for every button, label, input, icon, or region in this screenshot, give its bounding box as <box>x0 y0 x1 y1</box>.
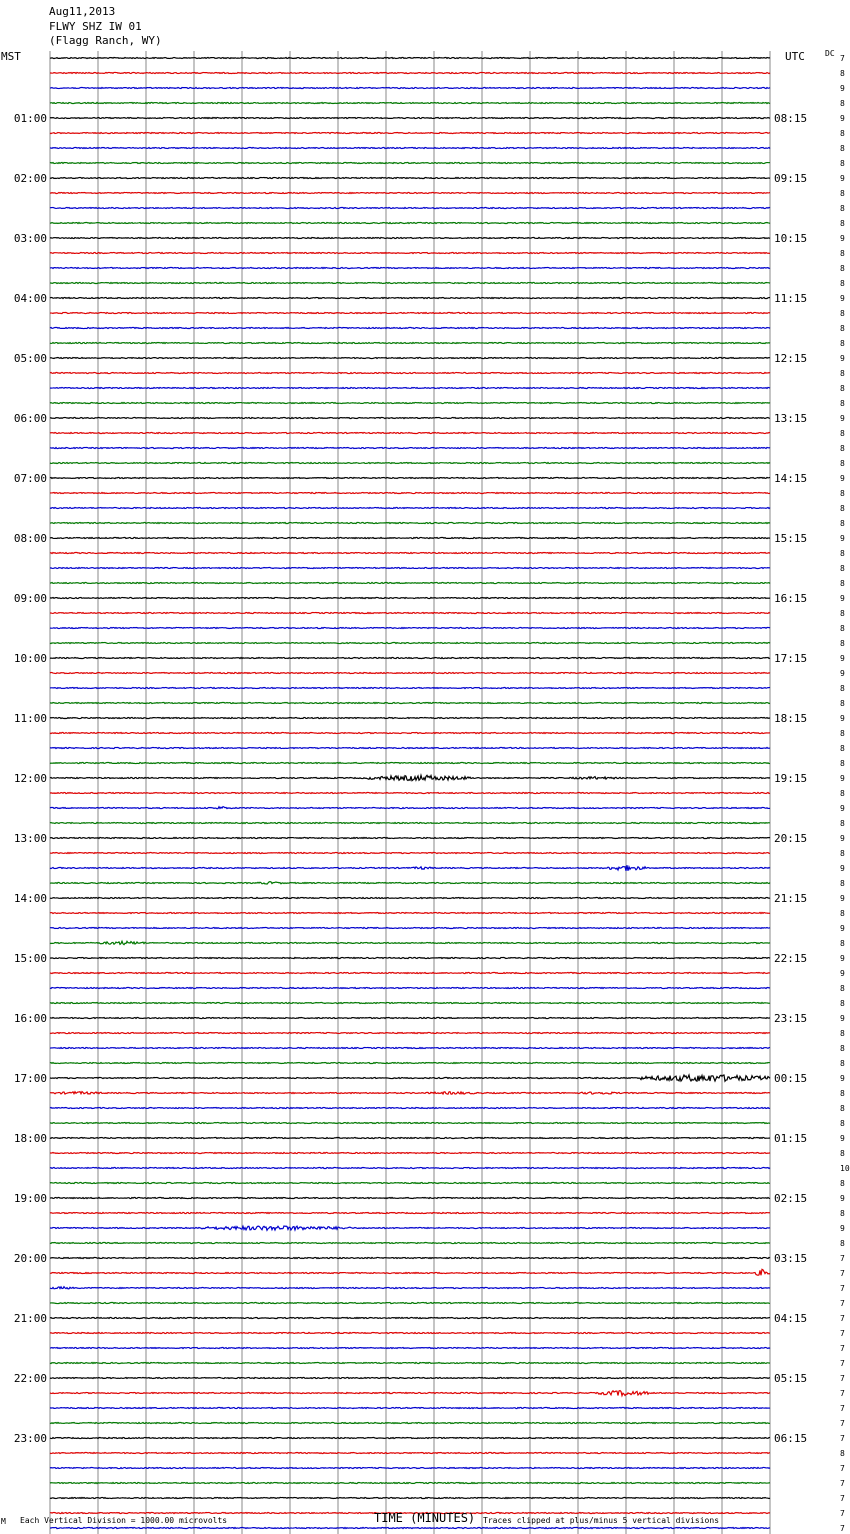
dc-offset-label: 9 <box>840 174 845 183</box>
dc-offset-label: 7 <box>840 1389 845 1398</box>
time-labels <box>14 54 850 1534</box>
left-hour-label: 18:00 <box>13 1132 47 1145</box>
trace-line <box>50 1482 770 1483</box>
dc-offset-label: 8 <box>840 1059 845 1068</box>
trace-line <box>50 1122 770 1123</box>
dc-offset-label: 9 <box>840 864 845 873</box>
left-hour-label: 23:00 <box>13 1432 47 1445</box>
trace-line <box>50 627 770 628</box>
trace-line <box>50 462 770 463</box>
dc-offset-label: 8 <box>840 519 845 528</box>
trace-line <box>50 567 770 568</box>
dc-offset-label: 9 <box>840 474 845 483</box>
dc-offset-label: 8 <box>840 1119 845 1128</box>
trace-line <box>50 957 770 958</box>
trace-line <box>50 1092 770 1095</box>
dc-offset-label: 8 <box>840 1239 845 1248</box>
trace-line <box>50 1242 770 1243</box>
dc-offset-label: 8 <box>840 789 845 798</box>
trace-line <box>50 132 770 133</box>
dc-offset-label: 7 <box>840 1419 845 1428</box>
trace-line <box>50 672 770 673</box>
left-hour-label: 04:00 <box>13 292 47 305</box>
right-hour-label: 17:15 <box>774 652 808 665</box>
right-hour-label: 16:15 <box>774 592 808 605</box>
trace-line <box>50 372 770 373</box>
dc-offset-label: 8 <box>840 1209 845 1218</box>
dc-offset-label: 8 <box>840 624 845 633</box>
trace-line <box>50 702 770 703</box>
trace-line <box>50 102 770 103</box>
trace-line <box>50 912 770 913</box>
dc-offset-label: 9 <box>840 114 845 123</box>
trace-line <box>50 1152 770 1153</box>
trace-line <box>50 1527 770 1528</box>
dc-offset-label: 9 <box>840 969 845 978</box>
trace-line <box>50 537 770 538</box>
trace-line <box>50 57 770 58</box>
trace-line <box>50 1497 770 1498</box>
right-hour-label: 23:15 <box>774 1012 808 1025</box>
trace-line <box>50 1182 770 1183</box>
trace-line <box>50 312 770 313</box>
trace-line <box>50 492 770 493</box>
trace-line <box>50 1226 770 1230</box>
right-hour-label: 18:15 <box>774 712 808 725</box>
trace-line <box>50 477 770 478</box>
dc-offset-label: 8 <box>840 1179 845 1188</box>
trace-line <box>50 775 770 780</box>
dc-offset-label: 9 <box>840 84 845 93</box>
right-hour-label: 02:15 <box>774 1192 808 1205</box>
dc-label: DC <box>825 49 835 58</box>
left-hour-label: 08:00 <box>13 532 47 545</box>
dc-offset-label: 9 <box>840 414 845 423</box>
left-axis-label: MST <box>1 50 21 63</box>
trace-line <box>50 1002 770 1003</box>
dc-offset-label: 8 <box>840 369 845 378</box>
left-hour-label: 06:00 <box>13 412 47 425</box>
trace-line <box>50 1212 770 1213</box>
dc-offset-label: 7 <box>840 1329 845 1338</box>
dc-offset-label: 9 <box>840 654 845 663</box>
dc-offset-label: 8 <box>840 189 845 198</box>
dc-offset-label: 9 <box>840 1134 845 1143</box>
dc-offset-label: 8 <box>840 99 845 108</box>
dc-offset-label: 9 <box>840 669 845 678</box>
left-hour-label: 21:00 <box>13 1312 47 1325</box>
trace-line <box>50 87 770 88</box>
trace-line <box>50 252 770 253</box>
trace-line <box>50 342 770 343</box>
trace-line <box>50 1391 770 1396</box>
trace-line <box>50 927 770 928</box>
left-hour-label: 15:00 <box>13 952 47 965</box>
dc-offset-label: 8 <box>840 729 845 738</box>
dc-offset-label: 8 <box>840 984 845 993</box>
trace-line <box>50 1332 770 1333</box>
trace-line <box>50 417 770 418</box>
left-hour-label: 17:00 <box>13 1072 47 1085</box>
dc-offset-label: 9 <box>840 354 845 363</box>
dc-offset-label: 9 <box>840 774 845 783</box>
trace-line <box>50 1257 770 1258</box>
dc-offset-label: 9 <box>840 894 845 903</box>
trace-line <box>50 387 770 388</box>
left-hour-label: 19:00 <box>13 1192 47 1205</box>
dc-offset-label: 8 <box>840 279 845 288</box>
trace-line <box>50 177 770 178</box>
left-hour-label: 12:00 <box>13 772 47 785</box>
clip-note: Traces clipped at plus/minus 5 vertical divisions <box>483 1516 720 1525</box>
trace-line <box>50 1377 770 1378</box>
left-hour-label: 02:00 <box>13 172 47 185</box>
dc-offset-label: 7 <box>840 1404 845 1413</box>
dc-offset-label: 8 <box>840 1104 845 1113</box>
trace-line <box>50 987 770 988</box>
dc-offset-label: 8 <box>840 264 845 273</box>
dc-offset-label: 7 <box>840 1479 845 1488</box>
dc-offset-label: 8 <box>840 1449 845 1458</box>
dc-offset-label: 8 <box>840 249 845 258</box>
right-hour-label: 09:15 <box>774 172 808 185</box>
trace-line <box>50 1302 770 1303</box>
trace-line <box>50 865 770 871</box>
dc-offset-label: 7 <box>840 1269 845 1278</box>
dc-offset-label: 8 <box>840 684 845 693</box>
dc-offset-label: 8 <box>840 459 845 468</box>
trace-line <box>50 147 770 148</box>
right-hour-label: 11:15 <box>774 292 808 305</box>
left-hour-label: 22:00 <box>13 1372 47 1385</box>
trace-line <box>50 432 770 433</box>
dc-offset-label: 7 <box>840 1314 845 1323</box>
dc-offset-label: 7 <box>840 1374 845 1383</box>
left-hour-label: 14:00 <box>13 892 47 905</box>
trace-line <box>50 1047 770 1048</box>
left-hour-label: 20:00 <box>13 1252 47 1265</box>
trace-line <box>50 792 770 793</box>
dc-offset-label: 7 <box>840 1299 845 1308</box>
right-hour-label: 13:15 <box>774 412 808 425</box>
dc-offset-label: 8 <box>840 909 845 918</box>
trace-line <box>50 1437 770 1438</box>
dc-offset-label: 8 <box>840 879 845 888</box>
trace-line <box>50 1467 770 1468</box>
trace-line <box>50 207 770 208</box>
left-hour-label: 13:00 <box>13 832 47 845</box>
dc-offset-label: 7 <box>840 1464 845 1473</box>
station-location: (Flagg Ranch, WY) <box>49 34 162 47</box>
trace-line <box>50 522 770 523</box>
right-hour-label: 10:15 <box>774 232 808 245</box>
left-hour-label: 01:00 <box>13 112 47 125</box>
dc-offset-label: 9 <box>840 1014 845 1023</box>
right-hour-label: 14:15 <box>774 472 808 485</box>
right-hour-label: 08:15 <box>774 112 808 125</box>
trace-line <box>50 1269 770 1275</box>
trace-line <box>50 612 770 613</box>
dc-offset-label: 8 <box>840 309 845 318</box>
dc-offset-label: 8 <box>840 609 845 618</box>
trace-line <box>50 582 770 583</box>
dc-offset-label: 8 <box>840 159 845 168</box>
dc-offset-label: 8 <box>840 939 845 948</box>
trace-line <box>50 1317 770 1318</box>
dc-offset-label: 7 <box>840 1524 845 1533</box>
dc-offset-label: 8 <box>840 219 845 228</box>
left-hour-label: 09:00 <box>13 592 47 605</box>
trace-line <box>50 72 770 73</box>
right-hour-label: 20:15 <box>774 832 808 845</box>
dc-offset-label: 8 <box>840 1044 845 1053</box>
dc-offset-label: 9 <box>840 834 845 843</box>
dc-offset-label: 8 <box>840 489 845 498</box>
trace-line <box>50 717 770 718</box>
trace-line <box>50 897 770 898</box>
trace-line <box>50 732 770 733</box>
trace-line <box>50 687 770 688</box>
dc-offset-label: 8 <box>840 549 845 558</box>
dc-offset-label: 9 <box>840 1194 845 1203</box>
dc-offset-label: 8 <box>840 144 845 153</box>
right-hour-label: 01:15 <box>774 1132 808 1145</box>
trace-line <box>50 1107 770 1108</box>
right-hour-label: 15:15 <box>774 532 808 545</box>
dc-offset-label: 9 <box>840 534 845 543</box>
dc-offset-label: 9 <box>840 1074 845 1083</box>
dc-offset-label: 9 <box>840 804 845 813</box>
right-hour-label: 03:15 <box>774 1252 808 1265</box>
dc-offset-label: 8 <box>840 744 845 753</box>
left-hour-label: 10:00 <box>13 652 47 665</box>
trace-line <box>50 192 770 193</box>
trace-line <box>50 837 770 838</box>
corner-mark: M <box>1 1517 6 1526</box>
trace-line <box>50 1197 770 1198</box>
dc-offset-label: 8 <box>840 1029 845 1038</box>
dc-offset-label: 8 <box>840 504 845 513</box>
right-hour-label: 04:15 <box>774 1312 808 1325</box>
dc-offset-label: 7 <box>840 1434 845 1443</box>
dc-offset-label: 8 <box>840 1089 845 1098</box>
dc-offset-label: 7 <box>840 1254 845 1263</box>
trace-line <box>50 597 770 598</box>
dc-offset-label: 8 <box>840 204 845 213</box>
trace-line <box>50 1062 770 1063</box>
trace-line <box>50 822 770 823</box>
dc-offset-label: 9 <box>840 954 845 963</box>
trace-line <box>50 117 770 118</box>
dc-offset-label: 8 <box>840 999 845 1008</box>
dc-offset-label: 7 <box>840 1359 845 1368</box>
seismic-traces <box>50 57 770 1534</box>
trace-line <box>50 222 770 223</box>
x-axis-title: TIME (MINUTES) <box>374 1511 476 1525</box>
trace-line <box>50 642 770 643</box>
right-hour-label: 12:15 <box>774 352 808 365</box>
trace-line <box>50 1167 770 1168</box>
dc-offset-label: 8 <box>840 444 845 453</box>
trace-line <box>50 1017 770 1018</box>
trace-line <box>50 237 770 238</box>
scale-note: Each Vertical Division = 1000.00 microvolts <box>20 1516 228 1525</box>
dc-offset-label: 7 <box>840 1344 845 1353</box>
trace-line <box>50 1452 770 1453</box>
trace-line <box>50 1032 770 1033</box>
right-hour-label: 22:15 <box>774 952 808 965</box>
station-code: FLWY SHZ IW 01 <box>49 20 142 33</box>
dc-offset-label: 7 <box>840 1284 845 1293</box>
dc-offset-label: 8 <box>840 564 845 573</box>
trace-line <box>50 972 770 973</box>
dc-offset-label: 8 <box>840 339 845 348</box>
trace-line <box>50 447 770 448</box>
dc-offset-label: 8 <box>840 849 845 858</box>
dc-offset-label: 8 <box>840 69 845 78</box>
trace-line <box>50 507 770 508</box>
dc-offset-label: 8 <box>840 399 845 408</box>
dc-offset-label: 9 <box>840 1224 845 1233</box>
dc-offset-label: 9 <box>840 594 845 603</box>
trace-line <box>50 657 770 658</box>
trace-line <box>50 282 770 283</box>
trace-line <box>50 267 770 268</box>
dc-offset-label: 9 <box>840 924 845 933</box>
dc-offset-label: 7 <box>840 1494 845 1503</box>
trace-line <box>50 1407 770 1408</box>
right-hour-label: 06:15 <box>774 1432 808 1445</box>
trace-line <box>50 327 770 328</box>
dc-offset-label: 8 <box>840 699 845 708</box>
left-hour-label: 05:00 <box>13 352 47 365</box>
trace-line <box>50 1347 770 1348</box>
dc-offset-label: 8 <box>840 429 845 438</box>
trace-line <box>50 1075 770 1081</box>
trace-line <box>50 357 770 358</box>
trace-line <box>50 941 770 944</box>
dc-offset-label: 9 <box>840 714 845 723</box>
trace-line <box>50 747 770 748</box>
right-hour-label: 00:15 <box>774 1072 808 1085</box>
trace-line <box>50 552 770 553</box>
trace-line <box>50 162 770 163</box>
dc-offset-label: 8 <box>840 579 845 588</box>
dc-offset-label: 8 <box>840 129 845 138</box>
dc-offset-label: 8 <box>840 639 845 648</box>
trace-line <box>50 852 770 853</box>
dc-offset-label: 8 <box>840 324 845 333</box>
right-hour-label: 05:15 <box>774 1372 808 1385</box>
dc-offset-label: 8 <box>840 759 845 768</box>
dc-offset-label: 8 <box>840 384 845 393</box>
dc-offset-label: 7 <box>840 1509 845 1518</box>
dc-offset-label: 10 <box>840 1164 850 1173</box>
trace-line <box>50 1362 770 1363</box>
recording-date: Aug11,2013 <box>49 5 116 18</box>
trace-line <box>50 297 770 298</box>
dc-offset-label: 8 <box>840 1149 845 1158</box>
dc-offset-label: 7 <box>840 54 845 63</box>
right-hour-label: 21:15 <box>774 892 808 905</box>
left-hour-label: 03:00 <box>13 232 47 245</box>
trace-line <box>50 762 770 763</box>
trace-line <box>50 1287 770 1289</box>
trace-line <box>50 807 770 809</box>
left-hour-label: 16:00 <box>13 1012 47 1025</box>
right-axis-label: UTC <box>785 50 805 63</box>
dc-offset-label: 8 <box>840 819 845 828</box>
right-hour-label: 19:15 <box>774 772 808 785</box>
dc-offset-label: 9 <box>840 234 845 243</box>
trace-line <box>50 402 770 403</box>
dc-offset-label: 9 <box>840 294 845 303</box>
left-hour-label: 07:00 <box>13 472 47 485</box>
left-hour-label: 11:00 <box>13 712 47 725</box>
trace-line <box>50 1422 770 1423</box>
trace-line <box>50 1137 770 1138</box>
trace-line <box>50 882 770 884</box>
